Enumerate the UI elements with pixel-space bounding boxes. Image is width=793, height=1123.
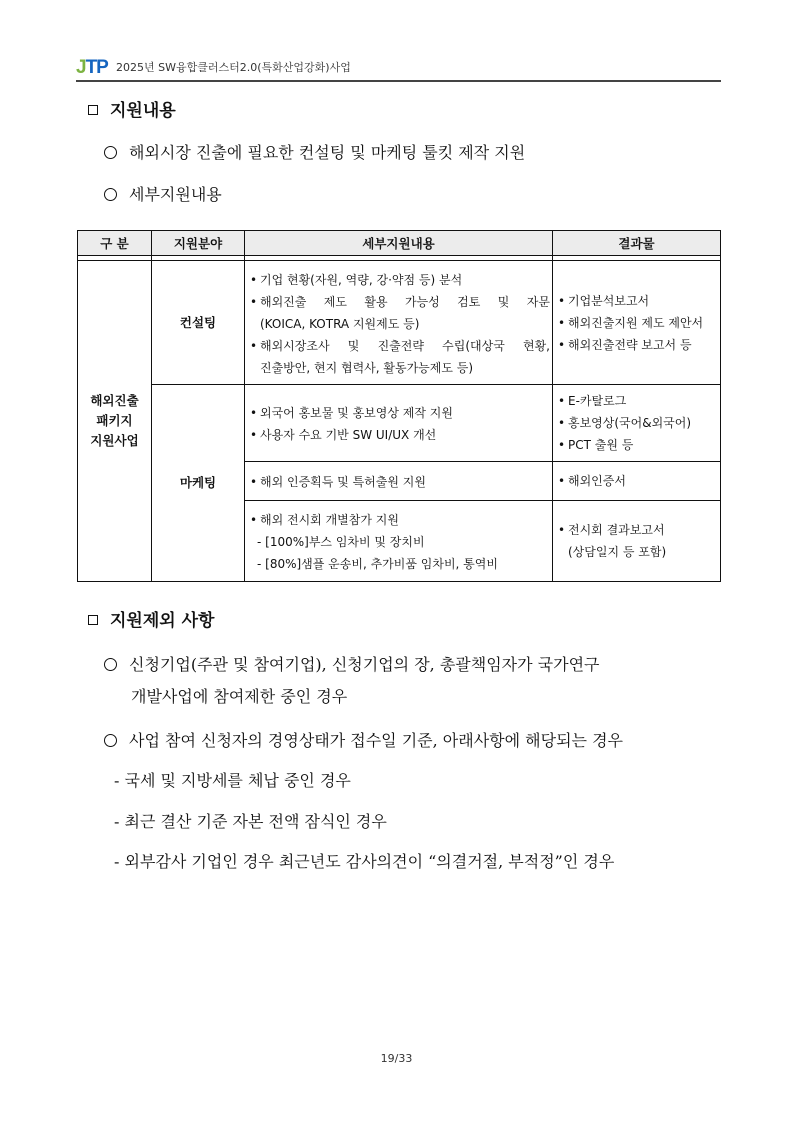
exclusion-dash-3: - 외부감사 기업인 경우 최근년도 감사의견이 “의결거절, 부적정”인 경우 bbox=[114, 852, 615, 871]
square-bullet-icon bbox=[88, 615, 98, 625]
marketing-details-2 bbox=[245, 462, 553, 501]
marketing-details-3 bbox=[245, 501, 553, 582]
category-cell: 해외진출 패키지 지원사업 bbox=[78, 261, 152, 582]
header-field: 지원분야 bbox=[152, 231, 245, 256]
support-table bbox=[77, 230, 721, 582]
page-number: 19/33 bbox=[380, 1052, 413, 1065]
section-title-support-content: 지원내용 bbox=[88, 100, 176, 122]
list-item: • 해외인증서 bbox=[555, 470, 718, 492]
jtp-logo: JTP bbox=[76, 57, 108, 78]
header-category: 구 분 bbox=[78, 231, 152, 256]
table-header-row bbox=[78, 231, 721, 256]
list-item: (상담일지 등 포함) bbox=[568, 545, 667, 559]
field-consulting: 컨설팅 bbox=[152, 261, 245, 385]
exclusion-bullet-1-continued: 개발사업에 참여제한 중인 경우 bbox=[131, 687, 348, 706]
list-item: • 해외진출 제도 활용 가능성 검토 및 자문 bbox=[247, 291, 550, 313]
circle-bullet-icon bbox=[104, 146, 117, 159]
list-item: • 해외시장조사 및 진출전략 수립(대상국 현황, bbox=[247, 335, 550, 357]
page-header bbox=[76, 54, 721, 80]
list-item: (KOICA, KOTRA 지원제도 등) bbox=[260, 316, 420, 331]
section-title-exclusions: 지원제외 사항 bbox=[88, 610, 214, 632]
list-item: • E-카탈로그 bbox=[555, 390, 718, 412]
list-item: • 전시회 결과보고서 bbox=[555, 519, 718, 541]
header-title: 2025년 SW융합클러스터2.0(특화산업강화)사업 bbox=[116, 61, 351, 74]
list-item: • 사용자 수요 기반 SW UI/UX 개선 bbox=[247, 424, 550, 446]
square-bullet-icon bbox=[88, 105, 98, 115]
marketing-details-1 bbox=[245, 385, 553, 462]
sub-item: - [80%]샘플 운송비, 추가비품 임차비, 통역비 bbox=[257, 557, 498, 571]
field-marketing: 마케팅 bbox=[152, 385, 245, 582]
list-item: • 해외진출지원 제도 제안서 bbox=[555, 312, 718, 334]
consulting-details bbox=[245, 261, 553, 385]
table-row bbox=[78, 261, 721, 385]
support-bullet-2: 세부지원내용 bbox=[104, 184, 222, 206]
circle-bullet-icon bbox=[104, 658, 117, 671]
marketing-results-3 bbox=[553, 501, 721, 582]
exclusion-bullet-1: 신청기업(주관 및 참여기업), 신청기업의 장, 총괄책임자가 국가연구 bbox=[104, 654, 600, 676]
list-item: • 외국어 홍보물 및 홍보영상 제작 지원 bbox=[247, 402, 550, 424]
circle-bullet-icon bbox=[104, 188, 117, 201]
exclusion-dash-2: - 최근 결산 기준 자본 전액 잠식인 경우 bbox=[114, 812, 387, 831]
consulting-results bbox=[553, 261, 721, 385]
list-item: 진출방안, 현지 협력사, 활동가능제도 등) bbox=[260, 360, 474, 375]
list-item: • 기업분석보고서 bbox=[555, 290, 718, 312]
sub-item: - [100%]부스 임차비 및 장치비 bbox=[257, 535, 425, 549]
list-item: • 해외 전시회 개별참가 지원 bbox=[247, 509, 550, 531]
table-row bbox=[78, 385, 721, 462]
marketing-results-1 bbox=[553, 385, 721, 462]
support-bullet-1: 해외시장 진출에 필요한 컨설팅 및 마케팅 툴킷 제작 지원 bbox=[104, 142, 525, 164]
exclusion-dash-1: - 국세 및 지방세를 체납 중인 경우 bbox=[114, 771, 351, 790]
list-item: • PCT 출원 등 bbox=[555, 434, 718, 456]
list-item: • 해외 인증획득 및 특허출원 지원 bbox=[247, 471, 550, 493]
exclusion-bullet-2: 사업 참여 신청자의 경영상태가 접수일 기준, 아래사항에 해당되는 경우 bbox=[104, 730, 623, 752]
header-divider bbox=[76, 80, 721, 82]
header-details: 세부지원내용 bbox=[245, 231, 553, 256]
list-item: • 홍보영상(국어&외국어) bbox=[555, 412, 718, 434]
circle-bullet-icon bbox=[104, 734, 117, 747]
header-results: 결과물 bbox=[553, 231, 721, 256]
marketing-results-2 bbox=[553, 462, 721, 501]
list-item: • 기업 현황(자원, 역량, 강·약점 등) 분석 bbox=[247, 269, 550, 291]
list-item: • 해외진출전략 보고서 등 bbox=[555, 334, 718, 356]
